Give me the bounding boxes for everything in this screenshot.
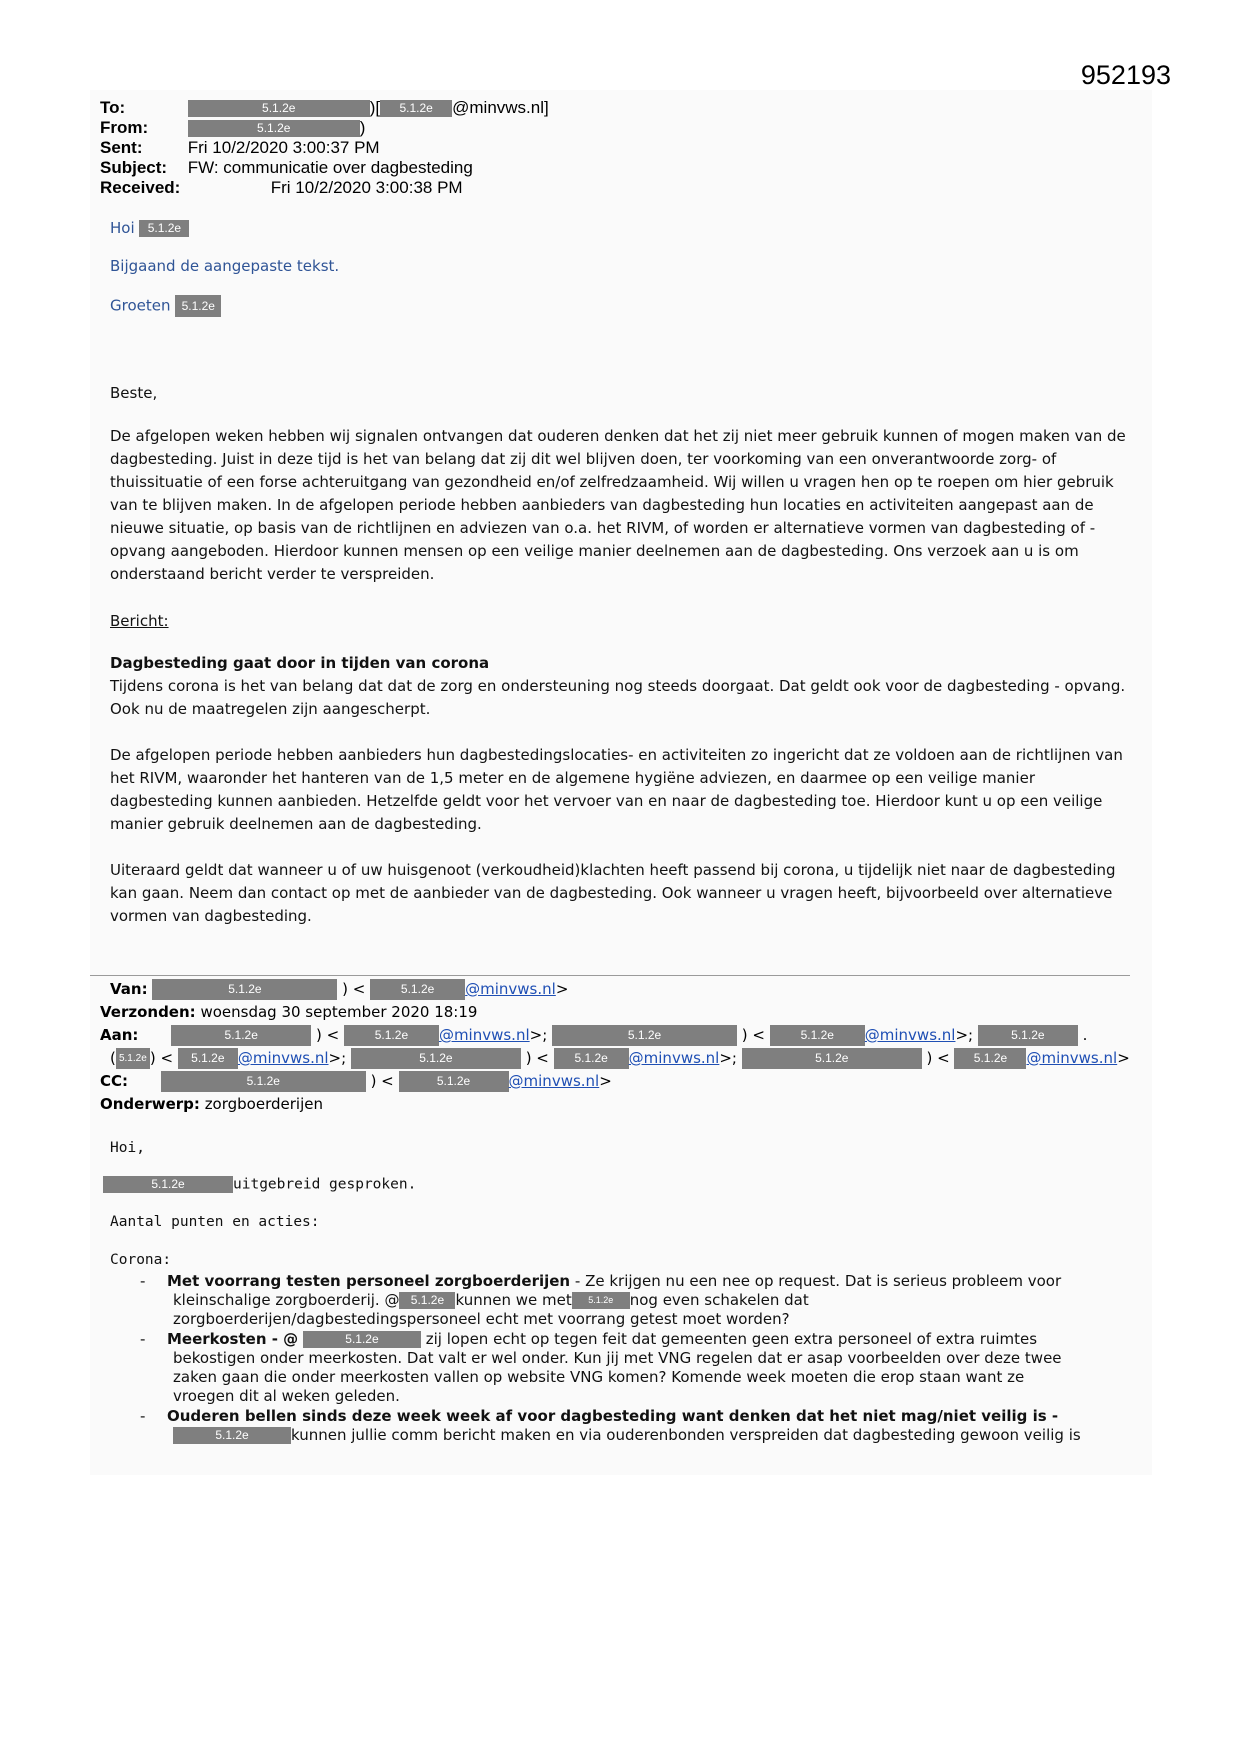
item-title: Meerkosten - @ (167, 1330, 299, 1348)
to-suffix: @minvws.nl] (452, 98, 549, 117)
document-number: 952193 (1080, 60, 1171, 90)
redaction: 5.1.2e (978, 1025, 1078, 1046)
redaction: 5.1.2e (399, 1071, 509, 1092)
email-header (100, 98, 549, 198)
cc-label: CC: (100, 1072, 129, 1090)
item-title: Ouderen bellen sinds deze week week af voor dagbesteding want denken dat het niet mag/niet veilig is - (167, 1407, 1059, 1425)
received-label: Received: (100, 178, 181, 197)
redaction: 5.1.2e (344, 1025, 439, 1046)
bericht-paragraph-3: Uiteraard geldt dat wanneer u of uw huisgenoot (verkoudheid)klachten heeft passend bij corona, u tijdelijk niet naar de dagbesteding kan gaan. Neem dan contact op met de aanbieder van de dagbesteding. Ook wanneer u vragen heeft, bijvoorbeeld over alternatieve vormen van dagbesteding. (110, 861, 1116, 925)
redaction: 5.1.2e (175, 295, 221, 317)
redaction: 5.1.2e (152, 979, 337, 1000)
aan-label: Aan: (100, 1026, 139, 1044)
cover-line: Bijgaand de aangepaste tekst. (110, 257, 340, 275)
subject-label: Subject: (100, 158, 168, 177)
redaction: 5.1.2e (188, 100, 370, 117)
subject-value: FW: communicatie over dagbesteding (187, 158, 473, 177)
redaction: 5.1.2e (173, 1427, 291, 1444)
bericht-title: Dagbesteding gaat door in tijden van corona (110, 654, 490, 672)
redaction: 5.1.2e (742, 1048, 922, 1069)
email-link[interactable]: @minvws.nl (628, 1049, 720, 1067)
note-spoke: uitgebreid gesproken. (233, 1176, 417, 1193)
received-row (100, 178, 549, 198)
redaction: 5.1.2e (370, 979, 465, 1000)
redaction: 5.1.2e (552, 1025, 737, 1046)
redaction: 5.1.2e (351, 1048, 521, 1069)
redaction: 5.1.2e (770, 1025, 865, 1046)
redaction: 5.1.2e (161, 1071, 366, 1092)
to-label: To: (100, 98, 126, 117)
sent-row (100, 138, 549, 158)
onderwerp-label: Onderwerp: (100, 1095, 200, 1113)
redaction: 5.1.2e (139, 220, 189, 237)
onderwerp-row (100, 1093, 1130, 1116)
cc-row: CC: 5.1.2e ) < 5.1.2e @minvws.nl> (100, 1072, 612, 1090)
redaction: 5.1.2e (954, 1048, 1026, 1069)
email-link[interactable]: @minvws.nl (508, 1072, 600, 1090)
verzonden-value: woensdag 30 september 2020 18:19 (200, 1003, 478, 1021)
action-item: - Met voorrang testen personeel zorgboerderijen - Ze krijgen nu een nee op request. Dat is serieus probleem voor kleinschalige zorgboerderij. @ 5.1.2e kunnen we met 5.1.2e nog even schakelen dat zorgboerderijen/dagbestedingspersoneel echt met voorrang getest moet worden? (140, 1272, 1062, 1328)
note-corona: Corona: (110, 1252, 172, 1268)
redaction: 5.1.2e (554, 1048, 629, 1069)
cover-greeting: Hoi (110, 219, 135, 237)
cover-closing-line (110, 295, 221, 317)
verzonden-row (100, 1001, 1130, 1024)
cover-closing: Groeten (110, 296, 171, 315)
email-link[interactable]: @minvws.nl (1026, 1049, 1118, 1067)
action-list (140, 1272, 1140, 1446)
onderwerp-value: zorgboerderijen (204, 1095, 323, 1113)
action-item: - Meerkosten - @ 5.1.2e zij lopen echt op tegen feit dat gemeenten geen extra personeel of extra ruimtes bekostigen onder meerkosten. Dat valt er wel onder. Kun jij met VNG regelen dat er asap voorbeelden over deze twee zaken gaan die onder meerkosten vallen op website VNG komen? Komende week moeten die erop staan want ze vroegen dit al weken geleden. (140, 1330, 1062, 1405)
forward-header (100, 978, 1130, 1116)
aan-row: Aan: 5.1.2e ) < 5.1.2e @minvws.nl>; 5.1.2e ) < 5.1.2e @minvws.nl>; 5.1.2e . (100, 1026, 1088, 1044)
divider (90, 975, 1130, 976)
email-link[interactable]: @minvws.nl (864, 1026, 956, 1044)
redaction: 5.1.2e (188, 120, 360, 137)
from-label: From: (100, 118, 149, 137)
bericht-paragraph-1: Tijdens corona is het van belang dat dat de zorg en ondersteuning nog steeds doorgaat. Dat geldt ook voor de dagbesteding - opvang. Ook nu de maatregelen zijn aangescherpt. (110, 677, 1126, 718)
redaction: 5.1.2e (572, 1292, 630, 1309)
email-link[interactable]: @minvws.nl (438, 1026, 530, 1044)
sent-value: Fri 10/2/2020 3:00:37 PM (187, 138, 380, 157)
note-greeting: Hoi, (110, 1140, 145, 1156)
redaction: 5.1.2e (171, 1025, 311, 1046)
email-link[interactable]: @minvws.nl (465, 980, 556, 998)
van-label: Van: (110, 980, 148, 998)
to-row: To: 5.1.2e )[ 5.1.2e @minvws.nl] (100, 98, 549, 117)
note-points: Aantal punten en acties: (110, 1214, 320, 1230)
aan-row-2: ( 5.1.2e ) < 5.1.2e @minvws.nl>; 5.1.2e ) < 5.1.2e @minvws.nl>; 5.1.2e ) < 5.1.2e @minvws.nl> (110, 1049, 1130, 1067)
letter-intro: De afgelopen weken hebben wij signalen ontvangen dat ouderen denken dat het zij niet meer gebruik kunnen of mogen maken van de dagbesteding. Juist in deze tijd is het van belang dat zij dit wel blijven doen, ter voorkoming van een onverantwoorde zorg- of thuissituatie of een forse achteruitgang van gezondheid en/of zelfredzaamheid. Wij willen u vragen hen op te roepen om hier gebruik van te blijven maken. In de afgelopen periode hebben aanbieders van dagbesteding hun locaties en activiteiten aangepast aan de nieuwe situatie, op basis van de richtlijnen en adviezen van o.a. het RIVM, of worden er alternatieve vormen van dagbesteding of - opvang aangeboden. Hierdoor kunnen mensen op een veilige manier deelnemen aan de dagbesteding. Ons verzoek aan u is om onderstaand bericht verder te verspreiden. (110, 427, 1126, 583)
received-value: Fri 10/2/2020 3:00:38 PM (270, 178, 463, 197)
note-spoke-line (103, 1176, 416, 1193)
item-title: Met voorrang testen personeel zorgboerderijen (167, 1272, 571, 1290)
redaction: 5.1.2e (399, 1292, 455, 1309)
bericht-label: Bericht: (110, 612, 169, 630)
sent-label: Sent: (100, 138, 143, 157)
letter-salutation: Beste, (110, 384, 158, 402)
email-link[interactable]: @minvws.nl (237, 1049, 329, 1067)
redaction: 5.1.2e (116, 1048, 150, 1069)
verzonden-label: Verzonden: (100, 1003, 196, 1021)
redaction: 5.1.2e (380, 100, 452, 117)
redaction: 5.1.2e (178, 1048, 238, 1069)
van-row: Van: 5.1.2e ) < 5.1.2e @minvws.nl> (110, 980, 569, 998)
cover-greeting-line (110, 219, 189, 237)
from-row: From: 5.1.2e ) (100, 118, 366, 137)
action-item: - Ouderen bellen sinds deze week week af voor dagbesteding want denken dat het niet mag/niet veilig is - 5.1.2e kunnen jullie comm bericht maken en via ouderenbonden verspreiden dat dagbesteding gewoon veilig is (140, 1407, 1081, 1444)
bericht-paragraph-2: De afgelopen periode hebben aanbieders hun dagbestedingslocaties- en activiteiten zo ingericht dat ze voldoen aan de richtlijnen van het RIVM, waaronder het hanteren van de 1,5 meter en de algemene hygiëne adviezen, en daarmee op een veilige manier dagbesteding kunnen aanbieden. Hetzelfde geldt voor het vervoer van en naar de dagbesteding toe. Hierdoor kunt u op een veilige manier gebruik deelnemen aan de dagbesteding. (110, 746, 1123, 833)
redaction: 5.1.2e (303, 1331, 421, 1348)
redaction: 5.1.2e (103, 1176, 233, 1193)
subject-row (100, 158, 549, 178)
